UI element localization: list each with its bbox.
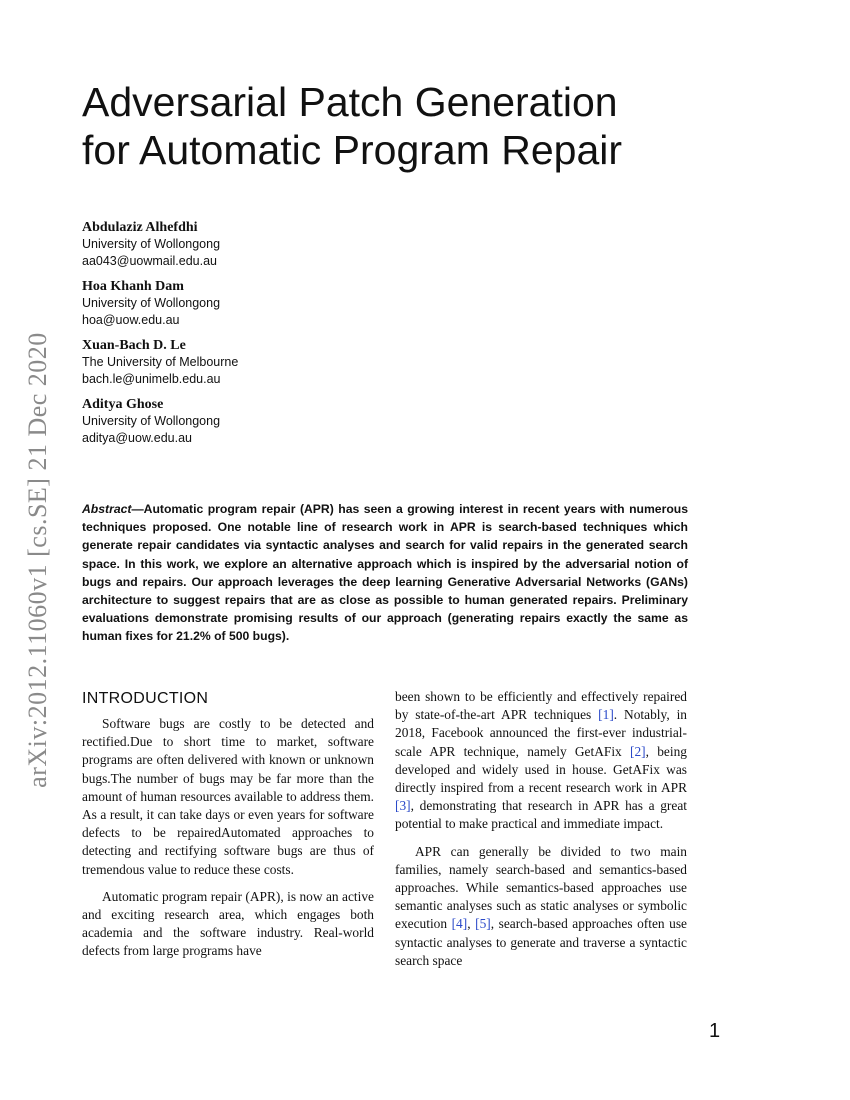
arxiv-identifier: arXiv:2012.11060v1 [cs.SE] 21 Dec 2020 — [23, 332, 52, 788]
page-number: 1 — [709, 1020, 721, 1042]
arxiv-stamp — [18, 300, 58, 820]
body-column-right — [395, 688, 687, 979]
author-name: Hoa Khanh Dam — [82, 279, 184, 294]
intro-paragraph-continued — [395, 688, 687, 834]
abstract-lead: Abstract — [82, 502, 132, 516]
body-column-left — [82, 688, 374, 970]
author-block — [82, 219, 482, 270]
abstract — [82, 500, 688, 646]
citation-link[interactable]: [5] — [475, 916, 491, 932]
author-block — [82, 396, 482, 447]
title-line-1: Adversarial Patch Generation — [82, 79, 618, 125]
author-affiliation: University of Wollongong — [82, 296, 221, 310]
author-list — [82, 219, 482, 455]
abstract-body: —Automatic program repair (APR) has seen a growing interest in recent years with numerous techniques proposed. One notable line of research work in APR is search-based techniques which generate repair candidates via syntactic analyses and search for valid repairs in the generated search space. In this work, we explore an alternative approach which is inspired by the adversarial notion of bugs and repairs. Our approach leverages the deep learning Generative Adversarial Networks (GANs) architecture to suggest repairs that are as close as possible to human generated repairs. Preliminary evaluations demonstrate promising results of our approach (generating repairs exactly the same as human fixes for 21.2% of 500 bugs). — [82, 502, 688, 644]
author-affiliation: University of Wollongong — [82, 414, 221, 428]
intro-paragraph: Software bugs are costly to be detected and rectified.Due to short time to market, software programs are often delivered with known or unknown bugs.The number of bugs may be far more than the amount of human resources available to address them. As a result, it can take days or even years for software defects to be repairedAutomated approaches to detecting and rectifying software bugs are thus of tremendous value to reduce these costs. — [82, 716, 374, 877]
intro-paragraph — [395, 843, 687, 970]
author-affiliation: The University of Melbourne — [82, 355, 239, 369]
author-name: Xuan-Bach D. Le — [82, 338, 186, 353]
author-name: Aditya Ghose — [82, 397, 164, 412]
author-affiliation: University of Wollongong — [82, 237, 221, 251]
author-email: aditya@uow.edu.au — [82, 431, 192, 445]
title-line-2: for Automatic Program Repair — [82, 127, 623, 173]
author-email: aa043@uowmail.edu.au — [82, 254, 218, 268]
citation-link[interactable]: [4] — [451, 916, 468, 932]
text-run: , search-based approaches often use syntactic analyses to generate and traverse a syntactic search space — [395, 916, 687, 968]
intro-paragraph: Automatic program repair (APR), is now an active and exciting research area, which engages both academia and the software industry. Real-world defects from large programs have — [82, 888, 374, 959]
text-run: , — [467, 916, 476, 932]
citation-link[interactable]: [3] — [395, 798, 411, 814]
text-run: , being developed and widely used in house. GetAFix was directly inspired from a recent research work in APR — [395, 743, 687, 796]
text-run: been shown to be efficiently and effectively repaired by state-of-the-art APR techniques — [395, 689, 687, 723]
paper-title — [82, 78, 762, 174]
section-heading-introduction: INTRODUCTION — [82, 690, 209, 707]
citation-link[interactable]: [2] — [630, 743, 646, 759]
text-run: APR can generally be divided to two main families, namely search-based and semantics-based approaches. While semantics-based approaches use semantic analyses such as static analyses or symbolic execution — [395, 843, 687, 932]
author-block — [82, 278, 482, 329]
author-block — [82, 337, 482, 388]
author-name: Abdulaziz Alhefdhi — [82, 220, 198, 235]
author-email: bach.le@unimelb.edu.au — [82, 372, 221, 386]
text-run: , demonstrating that research in APR has a great potential to make practical and immediate impact. — [395, 798, 687, 832]
citation-link[interactable]: [1] — [598, 707, 614, 723]
author-email: hoa@uow.edu.au — [82, 313, 180, 327]
text-run: . Notably, in 2018, Facebook announced the first-ever industrial-scale APR technique, namely GetAFix — [395, 707, 687, 759]
